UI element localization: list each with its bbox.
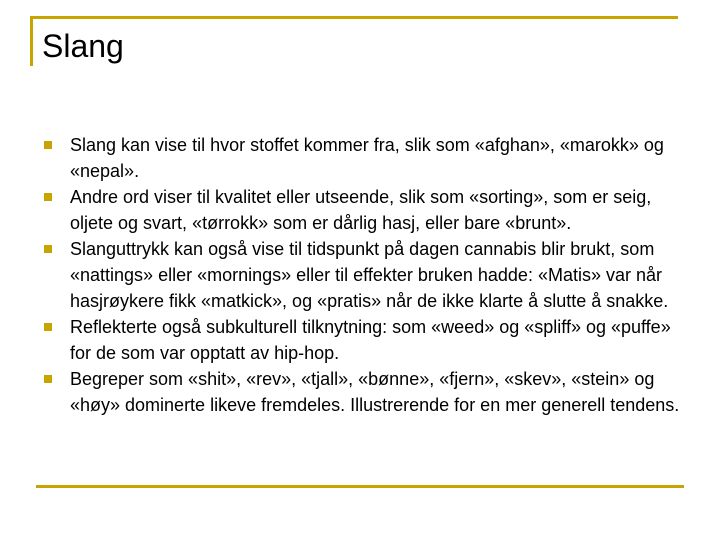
bottom-accent-rule [36,485,684,488]
bullet-list [40,132,690,418]
bullet-item-3 [40,236,690,314]
bullet-text: Slanguttrykk kan også vise til tidspunkt på dagen cannabis blir brukt, som «nattings» eller «mornings» eller til effekter bruken hadde: «Matis» var når hasjrøykere fikk «matkick», og «pratis» når de ikke klarte å slutte å snakke. [70,239,669,311]
bullet-item-1 [40,132,690,184]
bullet-item-4 [40,314,690,366]
square-bullet-icon [44,193,52,201]
bullet-item-2 [40,184,690,236]
bullet-text: Reflekterte også subkulturell tilknytning: som «weed» og «spliff» og «puffe» for de som var opptatt av hip-hop. [70,317,671,363]
slide-title: Slang [42,28,124,64]
square-bullet-icon [44,323,52,331]
top-accent-rule [30,16,678,19]
square-bullet-icon [44,375,52,383]
bullet-item-5 [40,366,690,418]
bullet-text: Begreper som «shit», «rev», «tjall», «bønne», «fjern», «skev», «stein» og «høy» dominerte likeve fremdeles. Illustrerende for en mer generell tendens. [70,369,680,415]
square-bullet-icon [44,141,52,149]
bullet-text: Andre ord viser til kvalitet eller utseende, slik som «sorting», som er seig, oljete og svart, «tørrokk» som er dårlig hasj, eller bare «brunt». [70,187,652,233]
bullet-text: Slang kan vise til hvor stoffet kommer fra, slik som «afghan», «marokk» og «nepal». [70,135,664,181]
left-accent-rule [30,16,33,66]
square-bullet-icon [44,245,52,253]
